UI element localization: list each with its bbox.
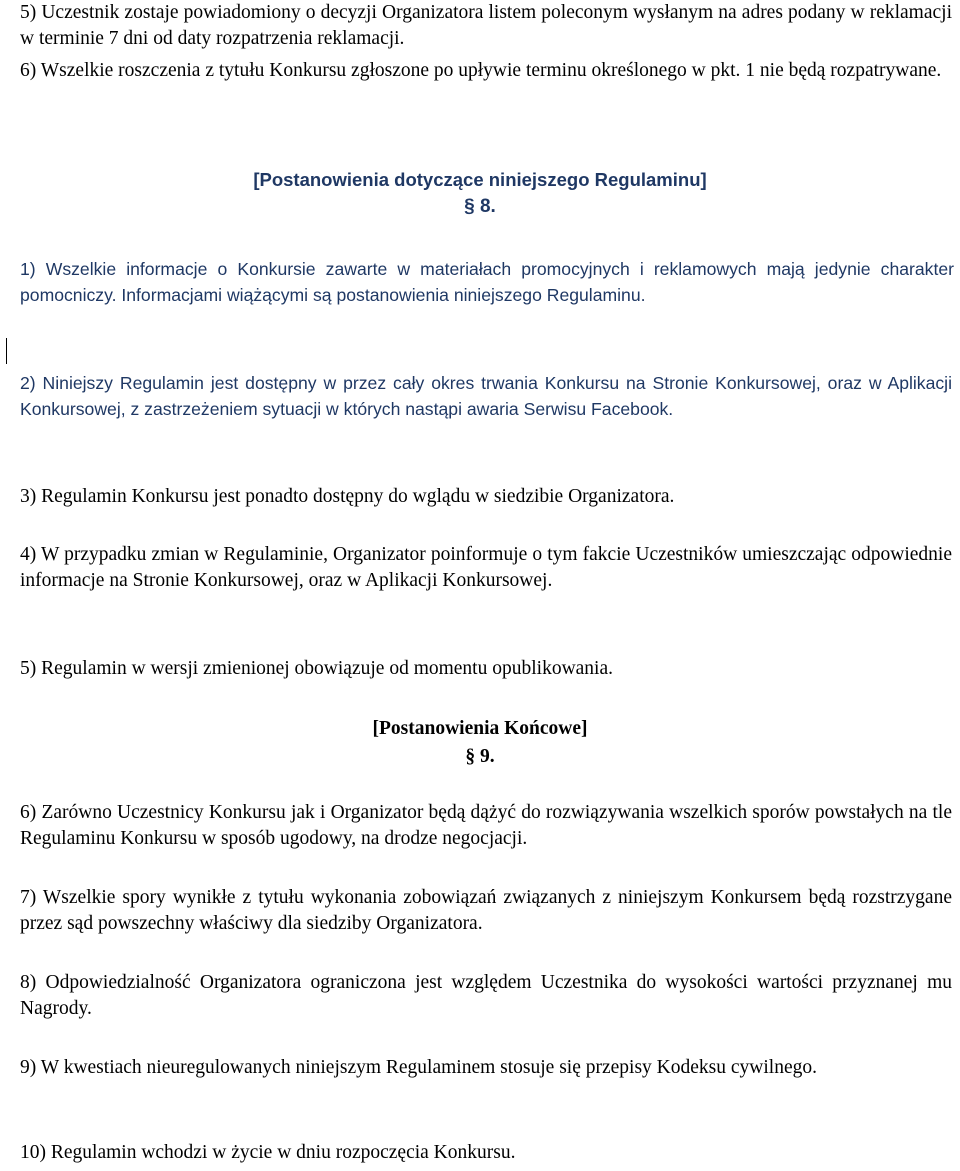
section-heading-final: [Postanowienia Końcowe] — [372, 718, 588, 739]
paragraph-office-access: 3) Regulamin Konkursu jest ponadto dostępny do wglądu w siedzibie Organizatora. — [20, 486, 675, 507]
paragraph-amicable-resolution: 6) Zarówno Uczestnicy Konkursu jak i Organizator będą dążyć do rozwiązywania wszelkich sporów powstałych na tle Regulaminu Konkursu w sposób ugodowy, na drodze negocjacji. — [20, 802, 952, 849]
paragraph-availability: 2) Niniejszy Regulamin jest dostępny w przez cały okres trwania Konkursu na Stronie Konkursowej, oraz w Aplikacji Konkursowej, z zastrzeżeniem sytuacji w których nastąpi awaria Serwisu Facebook. — [20, 373, 952, 419]
section-heading-regulations: [Postanowienia dotyczące niniejszego Regulaminu] — [253, 169, 707, 190]
paragraph-effective-changes: 5) Regulamin w wersji zmienionej obowiązuje od momentu opublikowania. — [20, 658, 613, 679]
text-cursor — [6, 338, 7, 364]
paragraph-claim-notification: 5) Uczestnik zostaje powiadomiony o decyzji Organizatora listem poleconym wysłanym na adres podany w reklamacji w terminie 7 dni od daty rozpatrzenia reklamacji. — [20, 2, 952, 49]
paragraph-effective-date: 10) Regulamin wchodzi w życie w dniu rozpoczęcia Konkursu. — [20, 1142, 516, 1163]
paragraph-civil-code: 9) W kwestiach nieuregulowanych niniejszym Regulaminem stosuje się przepisy Kodeksu cywilnego. — [20, 1057, 817, 1078]
paragraph-claims-deadline: 6) Wszelkie roszczenia z tytułu Konkursu zgłoszone po upływie terminu określonego w pkt. 1 nie będą rozpatrywane. — [20, 60, 942, 81]
paragraph-liability: 8) Odpowiedzialność Organizatora ograniczona jest względem Uczestnika do wysokości wartości przyznanej mu Nagrody. — [20, 972, 952, 1019]
paragraph-changes: 4) W przypadku zmian w Regulaminie, Organizator poinformuje o tym fakcie Uczestników umieszczając odpowiednie informacje na Stronie Konkursowej, oraz w Aplikacji Konkursowej. — [20, 544, 952, 591]
section-number-8: § 8. — [464, 196, 496, 217]
section-number-9: § 9. — [465, 746, 495, 767]
paragraph-promo-materials: 1) Wszelkie informacje o Konkursie zawarte w materiałach promocyjnych i reklamowych mają jedynie charakter pomocniczy. Informacjami wiążącymi są postanowienia niniejszego Regulaminu. — [20, 259, 954, 305]
paragraph-disputes-court: 7) Wszelkie spory wynikłe z tytułu wykonania zobowiązań związanych z niniejszym Konkursem będą rozstrzygane przez sąd powszechny właściwy dla siedziby Organizatora. — [20, 887, 952, 934]
